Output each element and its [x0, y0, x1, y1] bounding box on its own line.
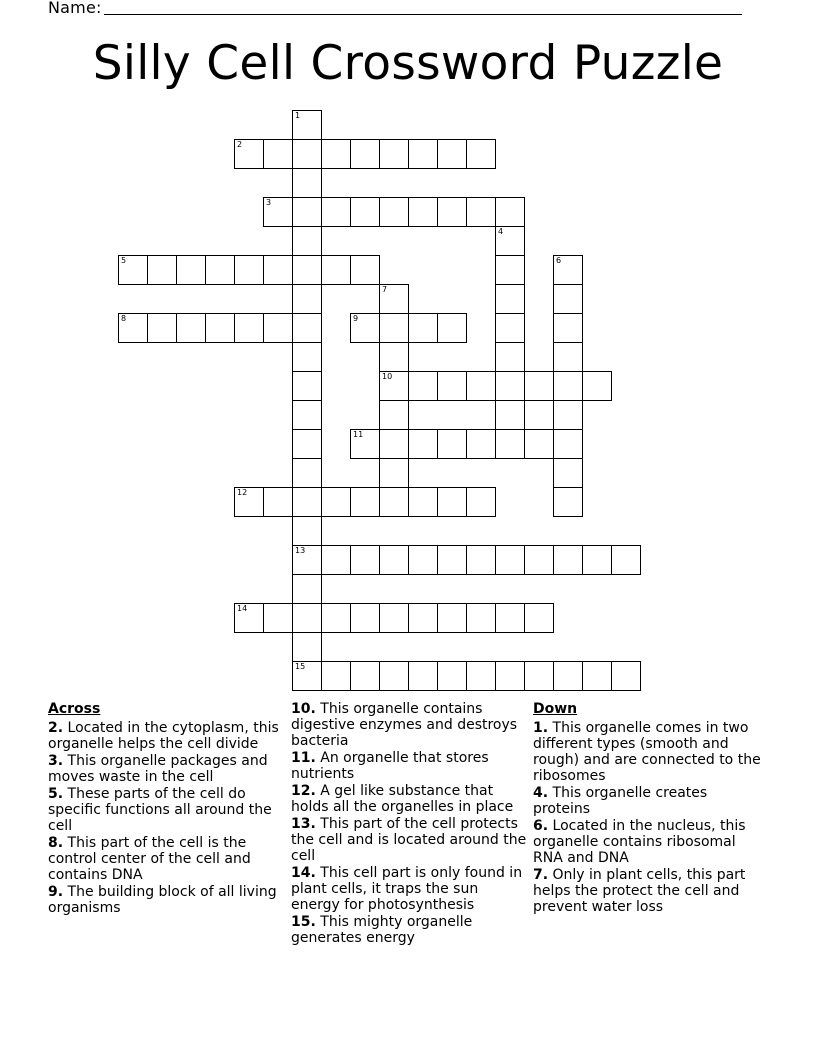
grid-cell[interactable] [350, 429, 380, 459]
grid-cell[interactable] [292, 226, 322, 256]
grid-cell[interactable] [292, 110, 322, 140]
page-title: Silly Cell Crossword Puzzle [92, 36, 724, 91]
grid-cell[interactable] [553, 371, 583, 401]
grid-cell[interactable] [176, 313, 206, 343]
clue-item [291, 865, 527, 913]
grid-cell[interactable] [321, 661, 351, 691]
grid-cell[interactable] [292, 429, 322, 459]
clue-text: This mighty organelle generates energy [291, 914, 473, 946]
grid-cell[interactable] [321, 545, 351, 575]
clue-number: 2. [48, 720, 64, 736]
grid-cell[interactable] [263, 139, 293, 169]
grid-cell[interactable] [408, 429, 438, 459]
grid-cell[interactable] [495, 226, 525, 256]
clue-item [291, 816, 527, 864]
clue-item [291, 750, 527, 782]
grid-cell[interactable] [379, 458, 409, 488]
grid-cell[interactable] [234, 313, 264, 343]
grid-cell[interactable] [292, 574, 322, 604]
grid-cell[interactable] [495, 313, 525, 343]
grid-cell[interactable] [611, 661, 641, 691]
grid-cell[interactable] [553, 661, 583, 691]
grid-cell[interactable] [582, 545, 612, 575]
across-column [48, 701, 280, 917]
grid-cell[interactable] [379, 342, 409, 372]
grid-cell[interactable] [176, 255, 206, 285]
clue-text: Located in the nucleus, this organelle contains ribosomal RNA and DNA [533, 818, 746, 866]
grid-cell[interactable] [466, 603, 496, 633]
clue-text: This organelle packages and moves waste in the cell [48, 753, 268, 785]
grid-cell[interactable] [408, 371, 438, 401]
grid-cell[interactable] [466, 197, 496, 227]
grid-cell[interactable] [553, 284, 583, 314]
grid-cell[interactable] [495, 545, 525, 575]
grid-cell[interactable] [553, 313, 583, 343]
clue-text: A gel like substance that holds all the organelles in place [291, 783, 514, 815]
cell-number: 12 [237, 488, 248, 497]
grid-cell[interactable] [466, 139, 496, 169]
clue-text: This part of the cell is the control center of the cell and contains DNA [48, 835, 251, 883]
grid-cell[interactable] [292, 487, 322, 517]
grid-cell[interactable] [524, 371, 554, 401]
grid-cell[interactable] [408, 139, 438, 169]
grid-cell[interactable] [350, 545, 380, 575]
grid-cell[interactable] [292, 603, 322, 633]
grid-cell[interactable] [379, 400, 409, 430]
grid-cell[interactable] [437, 371, 467, 401]
grid-cell[interactable] [292, 516, 322, 546]
clue-text: Only in plant cells, this part helps the protect the cell and prevent water loss [533, 867, 746, 915]
grid-cell[interactable] [408, 603, 438, 633]
grid-cell[interactable] [350, 255, 380, 285]
grid-cell[interactable] [495, 284, 525, 314]
grid-cell[interactable] [408, 661, 438, 691]
grid-cell[interactable] [408, 545, 438, 575]
grid-cell[interactable] [524, 545, 554, 575]
grid-cell[interactable] [437, 139, 467, 169]
cell-number: 8 [121, 314, 127, 323]
clue-item [533, 818, 765, 866]
clue-text: This organelle creates proteins [533, 785, 708, 817]
grid-cell[interactable] [553, 487, 583, 517]
grid-cell[interactable] [553, 255, 583, 285]
clue-text: Located in the cytoplasm, this organelle helps the cell divide [48, 720, 279, 752]
grid-cell[interactable] [524, 429, 554, 459]
clue-number: 4. [533, 785, 549, 801]
grid-cell[interactable] [379, 371, 409, 401]
clue-number: 8. [48, 835, 64, 851]
grid-cell[interactable] [234, 255, 264, 285]
grid-cell[interactable] [582, 661, 612, 691]
grid-cell[interactable] [379, 545, 409, 575]
clue-item [48, 720, 280, 752]
grid-cell[interactable] [350, 139, 380, 169]
grid-cell[interactable] [350, 313, 380, 343]
grid-cell[interactable] [292, 400, 322, 430]
grid-cell[interactable] [466, 429, 496, 459]
grid-cell[interactable] [466, 545, 496, 575]
clue-item [48, 835, 280, 883]
clue-number: 7. [533, 867, 549, 883]
grid-cell[interactable] [379, 139, 409, 169]
grid-cell[interactable] [292, 371, 322, 401]
clue-text: This organelle comes in two different types (smooth and rough) and are connected to the ribosomes [533, 720, 761, 784]
grid-cell[interactable] [292, 255, 322, 285]
grid-cell[interactable] [205, 255, 235, 285]
grid-cell[interactable] [263, 255, 293, 285]
clue-text: An organelle that stores nutrients [291, 750, 489, 782]
grid-cell[interactable] [437, 429, 467, 459]
grid-cell[interactable] [263, 487, 293, 517]
grid-cell[interactable] [437, 603, 467, 633]
grid-cell[interactable] [147, 313, 177, 343]
grid-cell[interactable] [321, 139, 351, 169]
clue-number: 12. [291, 783, 316, 799]
clue-item [533, 720, 765, 784]
cell-number: 9 [353, 314, 359, 323]
down-column [533, 701, 765, 916]
clue-text: This part of the cell protects the cell and is located around the cell [291, 816, 527, 864]
clue-number: 13. [291, 816, 316, 832]
grid-cell[interactable] [292, 458, 322, 488]
grid-cell[interactable] [263, 603, 293, 633]
grid-cell[interactable] [147, 255, 177, 285]
grid-cell[interactable] [292, 342, 322, 372]
grid-cell[interactable] [321, 255, 351, 285]
clue-number: 3. [48, 753, 64, 769]
grid-cell[interactable] [350, 197, 380, 227]
grid-cell[interactable] [495, 429, 525, 459]
cell-number: 7 [382, 285, 388, 294]
grid-cell[interactable] [292, 168, 322, 198]
grid-cell[interactable] [408, 487, 438, 517]
grid-cell[interactable] [379, 603, 409, 633]
grid-cell[interactable] [321, 197, 351, 227]
grid-cell[interactable] [582, 371, 612, 401]
grid-cell[interactable] [466, 371, 496, 401]
grid-cell[interactable] [437, 313, 467, 343]
clue-number: 10. [291, 701, 316, 717]
clue-item [48, 884, 280, 916]
clue-text: The building block of all living organisms [48, 884, 277, 916]
clue-item [48, 786, 280, 834]
grid-cell[interactable] [466, 487, 496, 517]
cell-number: 11 [353, 430, 364, 439]
across-column-continued [291, 701, 527, 947]
grid-cell[interactable] [466, 661, 496, 691]
down-heading: Down [533, 701, 578, 717]
clue-number: 11. [291, 750, 316, 766]
grid-cell[interactable] [118, 313, 148, 343]
grid-cell[interactable] [553, 342, 583, 372]
grid-cell[interactable] [379, 429, 409, 459]
grid-cell[interactable] [408, 197, 438, 227]
grid-cell[interactable] [495, 255, 525, 285]
grid-cell[interactable] [379, 487, 409, 517]
grid-cell[interactable] [321, 487, 351, 517]
grid-cell[interactable] [350, 487, 380, 517]
grid-cell[interactable] [495, 197, 525, 227]
grid-cell[interactable] [350, 661, 380, 691]
grid-cell[interactable] [524, 603, 554, 633]
grid-cell[interactable] [321, 603, 351, 633]
grid-cell[interactable] [234, 603, 264, 633]
clue-text: These parts of the cell do specific functions all around the cell [48, 786, 272, 834]
clue-item [533, 785, 765, 817]
grid-cell[interactable] [118, 255, 148, 285]
grid-cell[interactable] [205, 313, 235, 343]
grid-cell[interactable] [292, 632, 322, 662]
grid-cell[interactable] [234, 487, 264, 517]
across-heading: Across [48, 701, 101, 717]
grid-cell[interactable] [437, 487, 467, 517]
clue-number: 6. [533, 818, 549, 834]
grid-cell[interactable] [495, 371, 525, 401]
clue-number: 14. [291, 865, 316, 881]
grid-cell[interactable] [495, 400, 525, 430]
cell-number: 3 [266, 198, 272, 207]
grid-cell[interactable] [263, 197, 293, 227]
grid-cell[interactable] [292, 661, 322, 691]
grid-cell[interactable] [553, 545, 583, 575]
cell-number: 5 [121, 256, 127, 265]
grid-cell[interactable] [292, 545, 322, 575]
cell-number: 15 [295, 662, 306, 671]
cell-number: 14 [237, 604, 248, 613]
grid-cell[interactable] [234, 139, 264, 169]
clue-number: 1. [533, 720, 549, 736]
grid-cell[interactable] [292, 313, 322, 343]
grid-cell[interactable] [292, 139, 322, 169]
grid-cell[interactable] [553, 400, 583, 430]
grid-cell[interactable] [350, 603, 380, 633]
clue-item [533, 867, 765, 915]
grid-cell[interactable] [524, 661, 554, 691]
grid-cell[interactable] [379, 313, 409, 343]
grid-cell[interactable] [553, 429, 583, 459]
grid-cell[interactable] [408, 313, 438, 343]
cell-number: 4 [498, 227, 504, 236]
across-clues-continued [291, 701, 527, 946]
grid-cell[interactable] [553, 458, 583, 488]
cell-number: 2 [237, 140, 243, 149]
grid-cell[interactable] [437, 545, 467, 575]
cell-number: 13 [295, 546, 306, 555]
grid-cell[interactable] [379, 197, 409, 227]
grid-cell[interactable] [437, 197, 467, 227]
clue-text: This organelle contains digestive enzymes and destroys bacteria [291, 701, 518, 749]
grid-cell[interactable] [495, 342, 525, 372]
grid-cell[interactable] [379, 661, 409, 691]
clue-number: 5. [48, 786, 64, 802]
name-label: Name: [48, 0, 102, 17]
down-clues [533, 720, 765, 915]
clue-item [291, 701, 527, 749]
grid-cell[interactable] [495, 661, 525, 691]
clue-item [48, 753, 280, 785]
cell-number: 10 [382, 372, 393, 381]
grid-cell[interactable] [292, 284, 322, 314]
grid-cell[interactable] [379, 284, 409, 314]
cell-number: 1 [295, 111, 301, 120]
grid-cell[interactable] [292, 197, 322, 227]
clue-item [291, 914, 527, 946]
across-clues [48, 720, 280, 916]
clue-number: 15. [291, 914, 316, 930]
cell-number: 6 [556, 256, 562, 265]
grid-cell[interactable] [437, 661, 467, 691]
grid-cell[interactable] [495, 603, 525, 633]
grid-cell[interactable] [611, 545, 641, 575]
clue-item [291, 783, 527, 815]
clue-text: This cell part is only found in plant cells, it traps the sun energy for photosynthesis [291, 865, 523, 913]
grid-cell[interactable] [263, 313, 293, 343]
clue-number: 9. [48, 884, 64, 900]
